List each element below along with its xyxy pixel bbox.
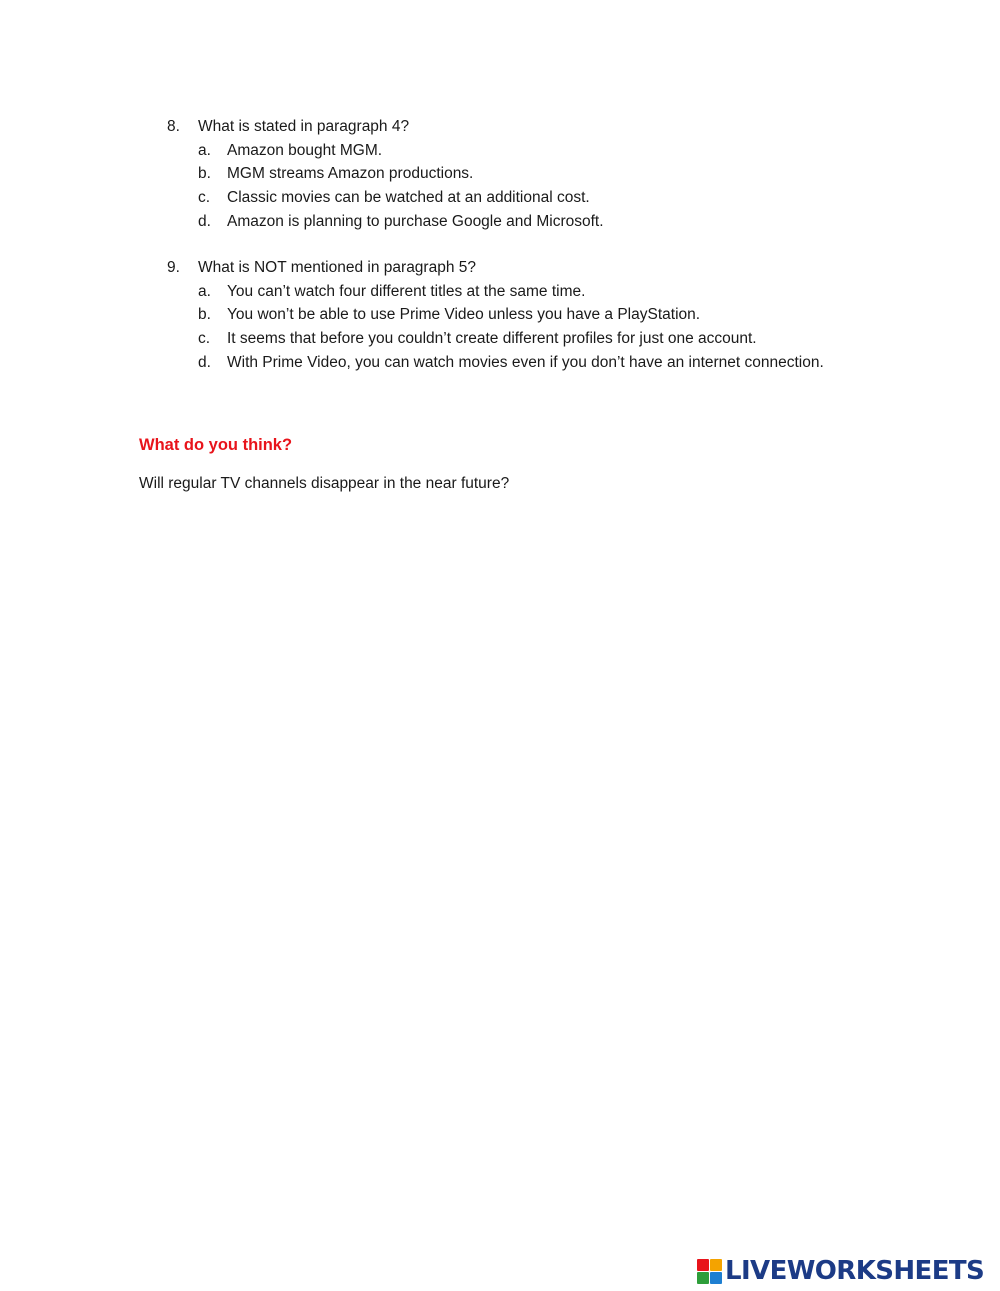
option-text: MGM streams Amazon productions. (227, 165, 474, 183)
question-9 (167, 256, 847, 375)
option-letter: c. (198, 189, 211, 207)
logo-tile (697, 1272, 709, 1284)
option-text: You won’t be able to use Prime Video unless you have a PlayStation. (227, 306, 701, 324)
option-text: Amazon bought MGM. (227, 141, 383, 159)
option-letter: a. (198, 282, 211, 300)
option-letter: a. (198, 141, 211, 159)
option-item (198, 351, 847, 375)
option-item (198, 303, 847, 327)
discussion-prompt: Will regular TV channels disappear in the near future? (139, 475, 510, 492)
option-text: Amazon is planning to purchase Google and Microsoft. (227, 212, 604, 230)
question-8 (167, 115, 847, 234)
logo-text: LIVEWORKSHEETS (725, 1256, 985, 1286)
logo-tile (710, 1259, 722, 1271)
logo-tile (697, 1259, 709, 1271)
options-list (198, 139, 847, 234)
question-stem (167, 115, 847, 139)
option-letter: b. (198, 306, 211, 324)
logo-tile (710, 1272, 722, 1284)
option-item (198, 162, 847, 186)
option-item (198, 327, 847, 351)
option-letter: b. (198, 165, 211, 183)
option-item (198, 280, 847, 304)
question-stem (167, 256, 847, 280)
options-list (198, 280, 847, 375)
option-text: Classic movies can be watched at an additional cost. (227, 189, 590, 207)
option-letter: d. (198, 212, 211, 230)
option-letter: d. (198, 353, 211, 371)
option-text: You can’t watch four different titles at the same time. (227, 282, 586, 300)
question-number: 9. (167, 259, 180, 276)
option-item (198, 186, 847, 210)
question-text: What is stated in paragraph 4? (198, 118, 410, 135)
option-text: It seems that before you couldn’t create different profiles for just one account. (227, 330, 757, 348)
option-text: With Prime Video, you can watch movies even if you don’t have an internet connection. (227, 353, 824, 371)
discussion-heading: What do you think? (139, 436, 293, 454)
option-item (198, 139, 847, 163)
option-letter: c. (198, 330, 211, 348)
option-item (198, 210, 847, 234)
question-number: 8. (167, 118, 180, 135)
question-text: What is NOT mentioned in paragraph 5? (198, 259, 477, 276)
liveworksheets-logo (697, 1256, 984, 1286)
logo-tiles-icon (697, 1259, 722, 1284)
